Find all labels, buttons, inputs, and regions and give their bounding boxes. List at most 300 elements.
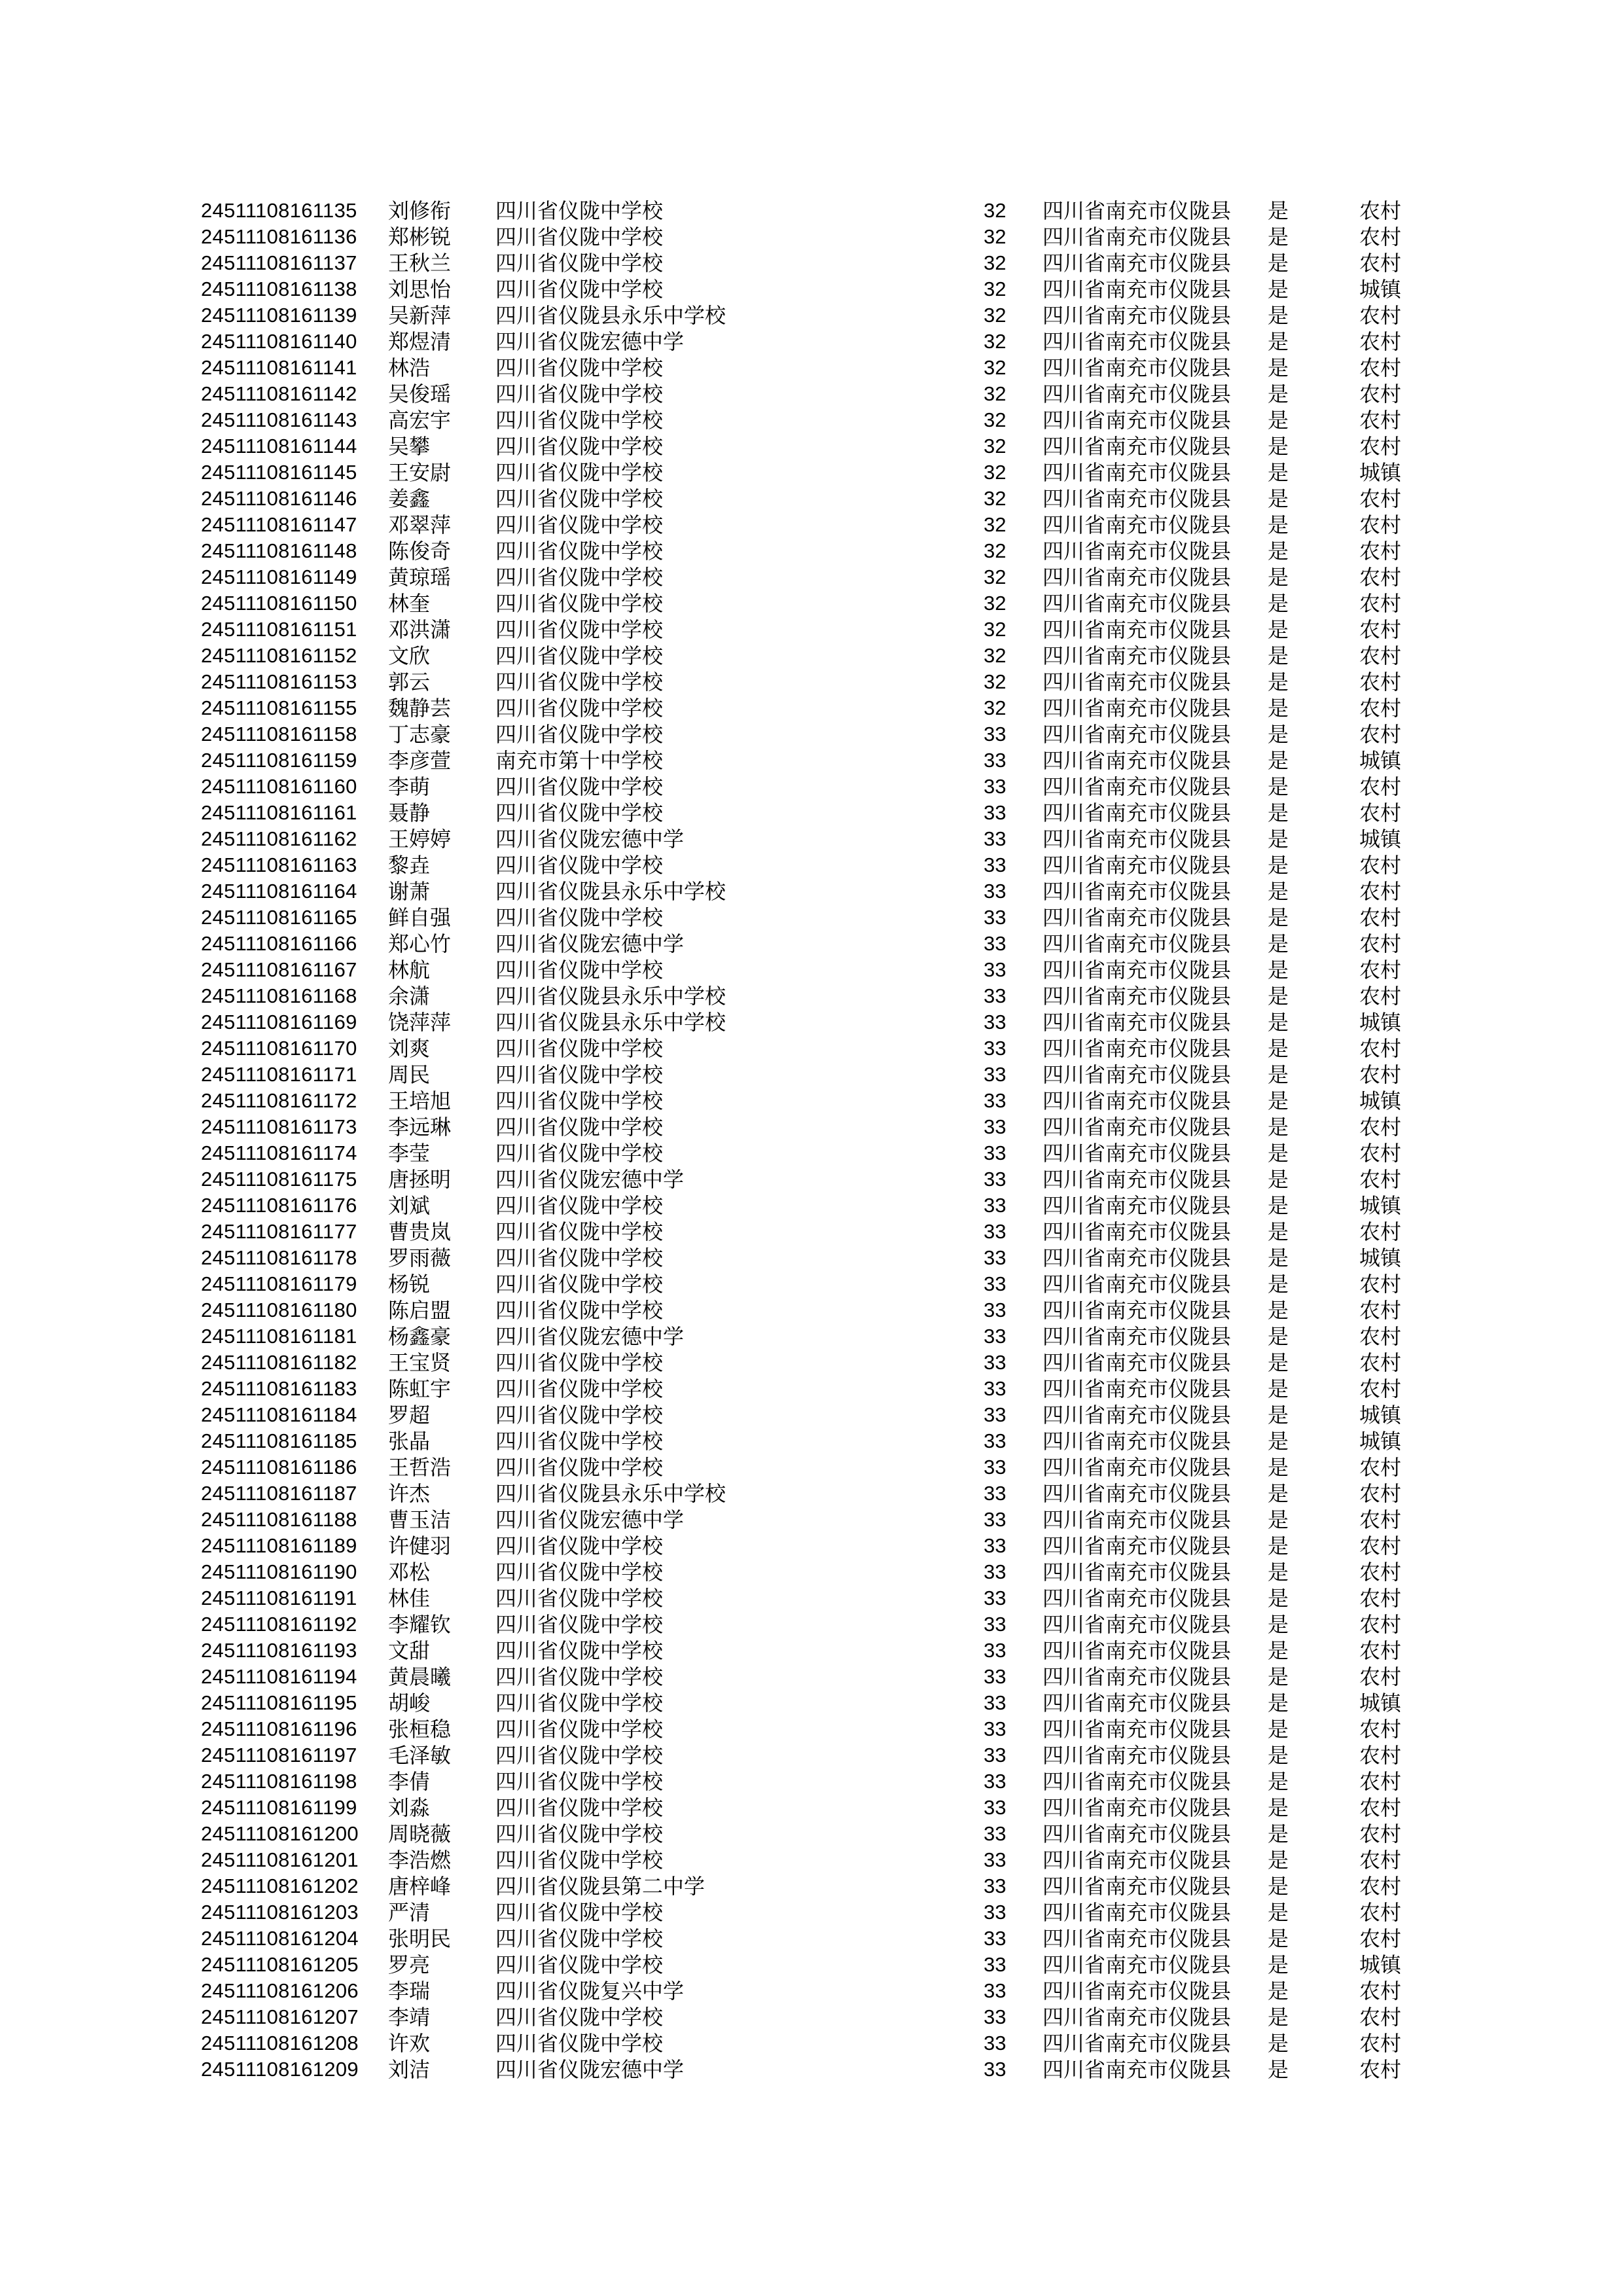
exam-id-cell: 24511108161179	[201, 1272, 357, 1295]
score-cell: 33	[984, 1665, 1007, 1688]
residence-type-cell: 农村	[1359, 1979, 1402, 2003]
school-cell: 四川省仪陇宏德中学	[495, 330, 685, 353]
school-cell: 四川省仪陇县第二中学	[495, 1874, 705, 1898]
table-row	[0, 905, 1623, 931]
region-cell: 四川省南充市仪陇县	[1043, 696, 1232, 720]
student-name-cell: 王秋兰	[388, 251, 452, 275]
residence-type-cell: 农村	[1359, 1770, 1402, 1793]
table-row	[0, 564, 1623, 590]
table-row	[0, 2004, 1623, 2030]
student-name-cell: 胡峻	[388, 1691, 431, 1715]
score-cell: 33	[984, 1927, 1007, 1950]
exam-id-cell: 24511108161147	[201, 513, 357, 536]
region-cell: 四川省南充市仪陇县	[1043, 1639, 1232, 1662]
student-name-cell: 王宝贤	[388, 1351, 452, 1374]
score-cell: 32	[984, 696, 1007, 719]
school-cell: 四川省仪陇中学校	[495, 618, 664, 641]
confirmed-flag-cell: 是	[1268, 1377, 1289, 1401]
confirmed-flag-cell: 是	[1268, 880, 1289, 903]
score-cell: 33	[984, 1534, 1007, 1557]
table-row	[0, 1062, 1623, 1088]
table-row	[0, 1611, 1623, 1638]
school-cell: 四川省仪陇中学校	[495, 1770, 664, 1793]
region-cell: 四川省南充市仪陇县	[1043, 1272, 1232, 1296]
region-cell: 四川省南充市仪陇县	[1043, 1587, 1232, 1610]
confirmed-flag-cell: 是	[1268, 592, 1289, 615]
region-cell: 四川省南充市仪陇县	[1043, 1744, 1232, 1767]
score-cell: 33	[984, 1613, 1007, 1636]
score-cell: 33	[984, 1822, 1007, 1845]
school-cell: 四川省仪陇中学校	[495, 1534, 664, 1558]
student-name-cell: 王安尉	[388, 461, 452, 484]
school-cell: 四川省仪陇中学校	[495, 435, 664, 458]
confirmed-flag-cell: 是	[1268, 278, 1289, 301]
exam-id-cell: 24511108161201	[201, 1848, 359, 1871]
region-cell: 四川省南充市仪陇县	[1043, 1456, 1232, 1479]
school-cell: 四川省仪陇中学校	[495, 278, 664, 301]
exam-id-cell: 24511108161149	[201, 565, 357, 588]
confirmed-flag-cell: 是	[1268, 1011, 1289, 1034]
student-table	[0, 198, 1623, 2083]
table-row	[0, 1952, 1623, 1978]
table-row	[0, 1376, 1623, 1402]
score-cell: 33	[984, 906, 1007, 929]
exam-id-cell: 24511108161190	[201, 1560, 357, 1583]
confirmed-flag-cell: 是	[1268, 408, 1289, 432]
score-cell: 33	[984, 1063, 1007, 1086]
region-cell: 四川省南充市仪陇县	[1043, 251, 1232, 275]
confirmed-flag-cell: 是	[1268, 1037, 1289, 1060]
table-row	[0, 1219, 1623, 1245]
region-cell: 四川省南充市仪陇县	[1043, 199, 1232, 223]
exam-id-cell: 24511108161172	[201, 1089, 357, 1112]
school-cell: 四川省仪陇中学校	[495, 1744, 664, 1767]
school-cell: 四川省仪陇中学校	[495, 225, 664, 249]
table-row	[0, 1926, 1623, 1952]
school-cell: 四川省仪陇中学校	[495, 801, 664, 825]
table-row	[0, 1742, 1623, 1768]
table-row	[0, 1507, 1623, 1533]
school-cell: 四川省仪陇中学校	[495, 644, 664, 668]
exam-id-cell: 24511108161176	[201, 1194, 357, 1217]
student-name-cell: 罗雨薇	[388, 1246, 452, 1270]
confirmed-flag-cell: 是	[1268, 644, 1289, 668]
school-cell: 四川省仪陇县永乐中学校	[495, 1011, 726, 1034]
exam-id-cell: 24511108161186	[201, 1456, 357, 1479]
score-cell: 33	[984, 1246, 1007, 1269]
confirmed-flag-cell: 是	[1268, 1508, 1289, 1532]
confirmed-flag-cell: 是	[1268, 1587, 1289, 1610]
residence-type-cell: 农村	[1359, 1351, 1402, 1374]
table-row	[0, 1193, 1623, 1219]
table-row	[0, 1638, 1623, 1664]
residence-type-cell: 农村	[1359, 1717, 1402, 1741]
student-name-cell: 陈虹宇	[388, 1377, 452, 1401]
confirmed-flag-cell: 是	[1268, 356, 1289, 380]
table-row	[0, 800, 1623, 826]
confirmed-flag-cell: 是	[1268, 1717, 1289, 1741]
region-cell: 四川省南充市仪陇县	[1043, 723, 1232, 746]
student-name-cell: 曹贵岚	[388, 1220, 452, 1244]
student-name-cell: 李莹	[388, 1141, 431, 1165]
student-name-cell: 林奎	[388, 592, 431, 615]
region-cell: 四川省南充市仪陇县	[1043, 1063, 1232, 1086]
residence-type-cell: 农村	[1359, 1901, 1402, 1924]
table-row	[0, 1664, 1623, 1690]
score-cell: 33	[984, 1351, 1007, 1374]
score-cell: 33	[984, 1194, 1007, 1217]
residence-type-cell: 城镇	[1359, 1011, 1402, 1034]
student-name-cell: 王培旭	[388, 1089, 452, 1113]
score-cell: 33	[984, 932, 1007, 955]
school-cell: 四川省仪陇中学校	[495, 1299, 664, 1322]
score-cell: 32	[984, 618, 1007, 641]
table-row	[0, 643, 1623, 669]
exam-id-cell: 24511108161204	[201, 1927, 359, 1950]
region-cell: 四川省南充市仪陇县	[1043, 278, 1232, 301]
region-cell: 四川省南充市仪陇县	[1043, 1011, 1232, 1034]
school-cell: 四川省仪陇中学校	[495, 723, 664, 746]
score-cell: 33	[984, 1272, 1007, 1295]
student-name-cell: 邓翠萍	[388, 513, 452, 537]
residence-type-cell: 农村	[1359, 2032, 1402, 2055]
confirmed-flag-cell: 是	[1268, 382, 1289, 406]
table-row	[0, 407, 1623, 433]
residence-type-cell: 农村	[1359, 670, 1402, 694]
school-cell: 四川省仪陇宏德中学	[495, 827, 685, 851]
table-row	[0, 250, 1623, 276]
region-cell: 四川省南充市仪陇县	[1043, 1141, 1232, 1165]
exam-id-cell: 24511108161142	[201, 382, 357, 405]
confirmed-flag-cell: 是	[1268, 1534, 1289, 1558]
residence-type-cell: 农村	[1359, 696, 1402, 720]
student-name-cell: 陈俊奇	[388, 539, 452, 563]
score-cell: 33	[984, 853, 1007, 876]
region-cell: 四川省南充市仪陇县	[1043, 906, 1232, 929]
table-row	[0, 1768, 1623, 1795]
school-cell: 四川省仪陇中学校	[495, 1246, 664, 1270]
table-row	[0, 512, 1623, 538]
student-name-cell: 李萌	[388, 775, 431, 798]
student-name-cell: 李倩	[388, 1770, 431, 1793]
confirmed-flag-cell: 是	[1268, 199, 1289, 223]
school-cell: 四川省仪陇中学校	[495, 592, 664, 615]
region-cell: 四川省南充市仪陇县	[1043, 670, 1232, 694]
exam-id-cell: 24511108161137	[201, 251, 357, 274]
exam-id-cell: 24511108161194	[201, 1665, 357, 1688]
confirmed-flag-cell: 是	[1268, 1220, 1289, 1244]
school-cell: 四川省仪陇中学校	[495, 1377, 664, 1401]
residence-type-cell: 农村	[1359, 2005, 1402, 2029]
confirmed-flag-cell: 是	[1268, 1325, 1289, 1348]
school-cell: 四川省仪陇中学校	[495, 1665, 664, 1689]
confirmed-flag-cell: 是	[1268, 827, 1289, 851]
score-cell: 33	[984, 2058, 1007, 2081]
school-cell: 四川省仪陇中学校	[495, 1037, 664, 1060]
school-cell: 四川省仪陇中学校	[495, 1115, 664, 1139]
school-cell: 四川省仪陇中学校	[495, 1141, 664, 1165]
exam-id-cell: 24511108161148	[201, 539, 357, 562]
school-cell: 四川省仪陇中学校	[495, 1613, 664, 1636]
score-cell: 33	[984, 1325, 1007, 1348]
region-cell: 四川省南充市仪陇县	[1043, 487, 1232, 511]
school-cell: 四川省仪陇复兴中学	[495, 1979, 685, 2003]
score-cell: 33	[984, 2032, 1007, 2054]
region-cell: 四川省南充市仪陇县	[1043, 1246, 1232, 1270]
school-cell: 四川省仪陇中学校	[495, 356, 664, 380]
school-cell: 四川省仪陇中学校	[495, 251, 664, 275]
student-name-cell: 林航	[388, 958, 431, 982]
school-cell: 四川省仪陇中学校	[495, 565, 664, 589]
student-name-cell: 李远琳	[388, 1115, 452, 1139]
score-cell: 32	[984, 592, 1007, 615]
residence-type-cell: 农村	[1359, 1115, 1402, 1139]
residence-type-cell: 农村	[1359, 199, 1402, 223]
region-cell: 四川省南充市仪陇县	[1043, 1770, 1232, 1793]
confirmed-flag-cell: 是	[1268, 1246, 1289, 1270]
region-cell: 四川省南充市仪陇县	[1043, 1613, 1232, 1636]
residence-type-cell: 农村	[1359, 723, 1402, 746]
table-row	[0, 459, 1623, 486]
student-name-cell: 郑彬锐	[388, 225, 452, 249]
student-name-cell: 谢萧	[388, 880, 431, 903]
school-cell: 四川省仪陇中学校	[495, 199, 664, 223]
school-cell: 四川省仪陇中学校	[495, 670, 664, 694]
residence-type-cell: 农村	[1359, 1639, 1402, 1662]
region-cell: 四川省南充市仪陇县	[1043, 1168, 1232, 1191]
exam-id-cell: 24511108161159	[201, 749, 357, 772]
confirmed-flag-cell: 是	[1268, 618, 1289, 641]
table-row	[0, 1114, 1623, 1140]
score-cell: 33	[984, 827, 1007, 850]
score-cell: 32	[984, 251, 1007, 274]
school-cell: 南充市第十中学校	[495, 749, 664, 772]
confirmed-flag-cell: 是	[1268, 461, 1289, 484]
student-name-cell: 李耀钦	[388, 1613, 452, 1636]
exam-id-cell: 24511108161203	[201, 1901, 359, 1924]
score-cell: 33	[984, 723, 1007, 745]
exam-id-cell: 24511108161135	[201, 199, 357, 222]
confirmed-flag-cell: 是	[1268, 670, 1289, 694]
exam-id-cell: 24511108161152	[201, 644, 357, 667]
confirmed-flag-cell: 是	[1268, 435, 1289, 458]
student-name-cell: 李瑞	[388, 1979, 431, 2003]
confirmed-flag-cell: 是	[1268, 1901, 1289, 1924]
region-cell: 四川省南充市仪陇县	[1043, 330, 1232, 353]
table-row	[0, 1821, 1623, 1847]
region-cell: 四川省南充市仪陇县	[1043, 539, 1232, 563]
confirmed-flag-cell: 是	[1268, 801, 1289, 825]
school-cell: 四川省仪陇中学校	[495, 1639, 664, 1662]
region-cell: 四川省南充市仪陇县	[1043, 1325, 1232, 1348]
school-cell: 四川省仪陇县永乐中学校	[495, 304, 726, 327]
student-name-cell: 邓洪潇	[388, 618, 452, 641]
student-name-cell: 刘斌	[388, 1194, 431, 1217]
region-cell: 四川省南充市仪陇县	[1043, 461, 1232, 484]
school-cell: 四川省仪陇宏德中学	[495, 1508, 685, 1532]
residence-type-cell: 城镇	[1359, 1953, 1402, 1977]
score-cell: 33	[984, 1744, 1007, 1767]
table-row	[0, 1847, 1623, 1873]
exam-id-cell: 24511108161166	[201, 932, 357, 955]
residence-type-cell: 农村	[1359, 1299, 1402, 1322]
student-name-cell: 黄琼瑶	[388, 565, 452, 589]
confirmed-flag-cell: 是	[1268, 2058, 1289, 2081]
school-cell: 四川省仪陇宏德中学	[495, 1168, 685, 1191]
residence-type-cell: 农村	[1359, 565, 1402, 589]
exam-id-cell: 24511108161155	[201, 696, 357, 719]
residence-type-cell: 农村	[1359, 1325, 1402, 1348]
confirmed-flag-cell: 是	[1268, 304, 1289, 327]
student-name-cell: 严清	[388, 1901, 431, 1924]
exam-id-cell: 24511108161150	[201, 592, 357, 615]
table-row	[0, 1350, 1623, 1376]
residence-type-cell: 农村	[1359, 644, 1402, 668]
score-cell: 33	[984, 2005, 1007, 2028]
student-name-cell: 高宏宇	[388, 408, 452, 432]
table-row	[0, 302, 1623, 329]
student-name-cell: 黎垚	[388, 853, 431, 877]
student-name-cell: 李彦萱	[388, 749, 452, 772]
region-cell: 四川省南充市仪陇县	[1043, 1796, 1232, 1820]
score-cell: 33	[984, 1299, 1007, 1321]
residence-type-cell: 农村	[1359, 1822, 1402, 1846]
table-row	[0, 774, 1623, 800]
region-cell: 四川省南充市仪陇县	[1043, 2032, 1232, 2055]
confirmed-flag-cell: 是	[1268, 1168, 1289, 1191]
confirmed-flag-cell: 是	[1268, 1927, 1289, 1950]
residence-type-cell: 农村	[1359, 225, 1402, 249]
student-name-cell: 陈启盟	[388, 1299, 452, 1322]
student-name-cell: 曹玉洁	[388, 1508, 452, 1532]
region-cell: 四川省南充市仪陇县	[1043, 1089, 1232, 1113]
score-cell: 32	[984, 408, 1007, 431]
student-name-cell: 刘修衔	[388, 199, 452, 223]
student-name-cell: 吴新萍	[388, 304, 452, 327]
score-cell: 32	[984, 356, 1007, 379]
exam-id-cell: 24511108161206	[201, 1979, 359, 2002]
score-cell: 33	[984, 1115, 1007, 1138]
region-cell: 四川省南充市仪陇县	[1043, 1351, 1232, 1374]
residence-type-cell: 农村	[1359, 775, 1402, 798]
exam-id-cell: 24511108161187	[201, 1482, 357, 1505]
residence-type-cell: 农村	[1359, 1272, 1402, 1296]
school-cell: 四川省仪陇宏德中学	[495, 932, 685, 956]
school-cell: 四川省仪陇中学校	[495, 906, 664, 929]
school-cell: 四川省仪陇中学校	[495, 958, 664, 982]
score-cell: 33	[984, 958, 1007, 981]
table-row	[0, 355, 1623, 381]
confirmed-flag-cell: 是	[1268, 1115, 1289, 1139]
residence-type-cell: 农村	[1359, 1482, 1402, 1505]
exam-id-cell: 24511108161183	[201, 1377, 357, 1400]
score-cell: 33	[984, 1141, 1007, 1164]
table-row	[0, 1088, 1623, 1114]
region-cell: 四川省南充市仪陇县	[1043, 1927, 1232, 1950]
student-name-cell: 郭云	[388, 670, 431, 694]
confirmed-flag-cell: 是	[1268, 1796, 1289, 1820]
residence-type-cell: 城镇	[1359, 1089, 1402, 1113]
exam-id-cell: 24511108161151	[201, 618, 357, 641]
school-cell: 四川省仪陇中学校	[495, 539, 664, 563]
score-cell: 32	[984, 644, 1007, 667]
student-name-cell: 邓松	[388, 1560, 431, 1584]
score-cell: 32	[984, 513, 1007, 536]
exam-id-cell: 24511108161165	[201, 906, 357, 929]
residence-type-cell: 农村	[1359, 356, 1402, 380]
region-cell: 四川省南充市仪陇县	[1043, 592, 1232, 615]
confirmed-flag-cell: 是	[1268, 1639, 1289, 1662]
exam-id-cell: 24511108161139	[201, 304, 357, 327]
school-cell: 四川省仪陇中学校	[495, 1848, 664, 1872]
table-row	[0, 931, 1623, 957]
region-cell: 四川省南充市仪陇县	[1043, 1691, 1232, 1715]
residence-type-cell: 农村	[1359, 1665, 1402, 1689]
score-cell: 33	[984, 1220, 1007, 1243]
school-cell: 四川省仪陇中学校	[495, 1089, 664, 1113]
exam-id-cell: 24511108161192	[201, 1613, 357, 1636]
residence-type-cell: 城镇	[1359, 1246, 1402, 1270]
exam-id-cell: 24511108161170	[201, 1037, 357, 1060]
exam-id-cell: 24511108161167	[201, 958, 357, 981]
table-row	[0, 1559, 1623, 1585]
residence-type-cell: 农村	[1359, 1927, 1402, 1950]
region-cell: 四川省南充市仪陇县	[1043, 1979, 1232, 2003]
score-cell: 33	[984, 1953, 1007, 1976]
confirmed-flag-cell: 是	[1268, 1456, 1289, 1479]
exam-id-cell: 24511108161162	[201, 827, 357, 850]
school-cell: 四川省仪陇县永乐中学校	[495, 1482, 726, 1505]
residence-type-cell: 农村	[1359, 408, 1402, 432]
table-row	[0, 590, 1623, 617]
score-cell: 32	[984, 225, 1007, 248]
exam-id-cell: 24511108161144	[201, 435, 357, 457]
school-cell: 四川省仪陇中学校	[495, 1796, 664, 1820]
student-name-cell: 吴攀	[388, 435, 431, 458]
residence-type-cell: 农村	[1359, 382, 1402, 406]
confirmed-flag-cell: 是	[1268, 696, 1289, 720]
score-cell: 32	[984, 199, 1007, 222]
student-name-cell: 许健羽	[388, 1534, 452, 1558]
score-cell: 33	[984, 1011, 1007, 1033]
student-name-cell: 刘思怡	[388, 278, 452, 301]
region-cell: 四川省南充市仪陇县	[1043, 1115, 1232, 1139]
region-cell: 四川省南充市仪陇县	[1043, 1377, 1232, 1401]
confirmed-flag-cell: 是	[1268, 1429, 1289, 1453]
residence-type-cell: 农村	[1359, 958, 1402, 982]
confirmed-flag-cell: 是	[1268, 749, 1289, 772]
student-name-cell: 聂静	[388, 801, 431, 825]
table-row	[0, 1480, 1623, 1507]
confirmed-flag-cell: 是	[1268, 1822, 1289, 1846]
exam-id-cell: 24511108161197	[201, 1744, 357, 1767]
residence-type-cell: 农村	[1359, 1063, 1402, 1086]
school-cell: 四川省仪陇中学校	[495, 1429, 664, 1453]
table-row	[0, 433, 1623, 459]
score-cell: 33	[984, 984, 1007, 1007]
residence-type-cell: 农村	[1359, 1796, 1402, 1820]
confirmed-flag-cell: 是	[1268, 1560, 1289, 1584]
table-row	[0, 224, 1623, 250]
residence-type-cell: 农村	[1359, 1613, 1402, 1636]
region-cell: 四川省南充市仪陇县	[1043, 1534, 1232, 1558]
exam-id-cell: 24511108161207	[201, 2005, 359, 2028]
region-cell: 四川省南充市仪陇县	[1043, 382, 1232, 406]
school-cell: 四川省仪陇中学校	[495, 2005, 664, 2029]
school-cell: 四川省仪陇宏德中学	[495, 2058, 685, 2081]
region-cell: 四川省南充市仪陇县	[1043, 225, 1232, 249]
table-row	[0, 1454, 1623, 1480]
